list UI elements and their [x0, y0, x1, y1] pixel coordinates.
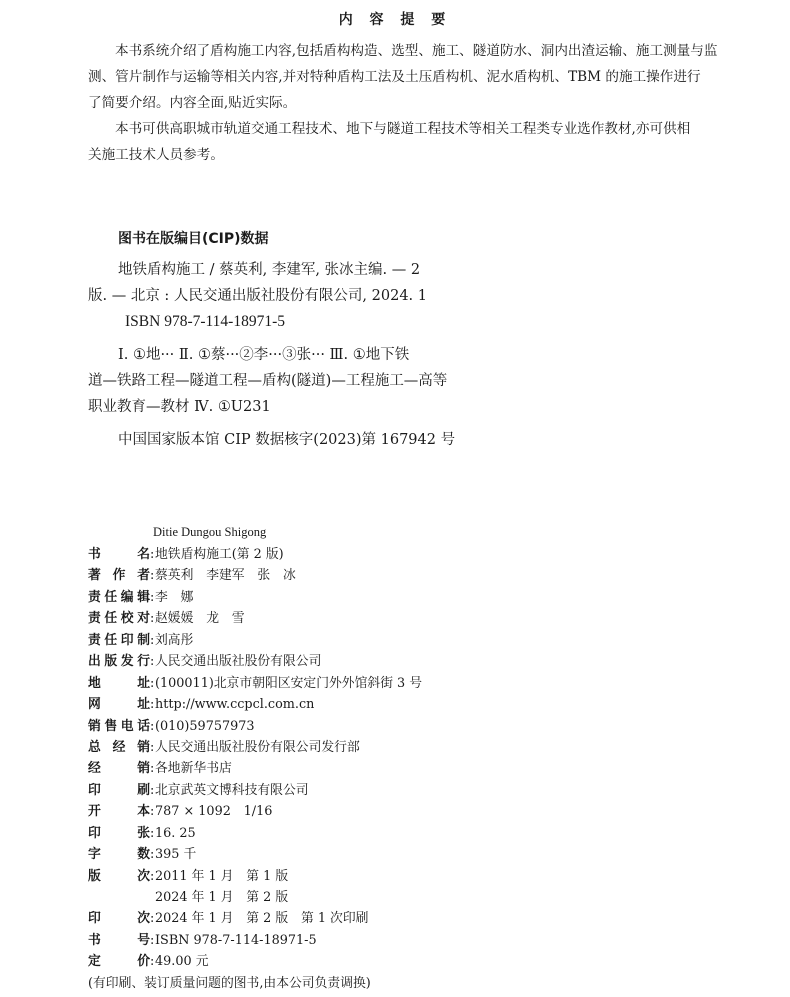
info-colon: : [150, 654, 155, 670]
info-colon: : [150, 611, 155, 627]
info-row [88, 673, 422, 694]
info-colon: : [150, 804, 155, 820]
info-value: 2024 年 1 月 第 2 版 [155, 890, 289, 905]
info-value: 49.00 元 [155, 954, 209, 970]
info-row [88, 823, 422, 844]
info-label [88, 887, 150, 908]
info-label: 总经销 [88, 739, 150, 755]
info-colon: : [150, 825, 155, 841]
info-row [88, 737, 422, 758]
summary-paragraph-1 [88, 38, 717, 116]
info-value: 395 千 [155, 847, 197, 863]
info-colon: : [150, 761, 155, 777]
info-label: 责任编辑 [88, 589, 150, 605]
info-colon: : [150, 675, 155, 691]
info-row [88, 694, 422, 715]
info-label: 责任校对 [88, 611, 150, 627]
cip-line: 道—铁路工程—隧道工程—盾构(隧道)—工程施工—高等 [88, 373, 448, 389]
info-row [88, 908, 422, 929]
cip-line: Ⅰ. ①地··· Ⅱ. ①蔡···②李···③张··· Ⅲ. ①地下铁 [118, 347, 410, 363]
info-label: 经销 [88, 761, 150, 777]
info-row [88, 608, 422, 629]
info-row [88, 801, 422, 822]
info-colon: : [150, 782, 155, 798]
info-label: 定价 [88, 954, 150, 970]
info-value: 地铁盾构施工(第 2 版) [155, 547, 284, 562]
info-label: 开本 [88, 804, 150, 820]
info-row [88, 651, 422, 672]
info-row [88, 630, 422, 651]
info-label: 字数 [88, 847, 150, 863]
info-row [88, 544, 422, 565]
info-colon: : [150, 868, 155, 884]
info-value: 蔡英利 李建军 张 冰 [155, 568, 296, 584]
info-row [88, 866, 422, 887]
info-label: 地址 [88, 675, 150, 691]
info-row [88, 716, 422, 737]
text-line: 了简要介绍。内容全面,贴近实际。 [88, 95, 297, 111]
text-line: 测、管片制作与运输等相关内容,并对特种盾构工法及土压盾构机、泥水盾构机、TBM 的施工操作进行 [88, 69, 701, 85]
cip-line: 版. — 北京 : 人民交通出版社股份有限公司, 2024. 1 [88, 288, 427, 304]
info-value: 2024 年 1 月 第 2 版 第 1 次印刷 [155, 911, 369, 927]
info-row [88, 844, 422, 865]
info-label: 版次 [88, 868, 150, 884]
info-row [88, 887, 422, 908]
info-value: 北京武英文博科技有限公司 [155, 782, 309, 798]
info-colon: : [150, 911, 155, 927]
summary-title: 内 容 提 要 [338, 12, 452, 28]
info-label: 书名 [88, 547, 150, 562]
info-value: 李 娜 [155, 589, 194, 605]
info-value: (010)59757973 [155, 718, 255, 734]
info-row [88, 951, 422, 972]
info-row [88, 565, 422, 586]
info-colon: : [150, 589, 155, 605]
info-colon: : [150, 954, 155, 970]
info-label: 书号 [88, 932, 150, 948]
text-line: 本书可供高职城市轨道交通工程技术、地下与隧道工程技术等相关工程类专业选作教材,亦可供相 [115, 121, 691, 137]
cip-number: 中国国家版本馆 CIP 数据核字(2023)第 167942 号 [118, 432, 456, 448]
info-row [88, 780, 422, 801]
info-row [88, 930, 422, 951]
copyright-info-list [88, 544, 422, 973]
info-value: 人民交通出版社股份有限公司 [155, 654, 322, 670]
info-value: ISBN 978-7-114-18971-5 [155, 932, 317, 948]
cip-isbn: ISBN 978-7-114-18971-5 [125, 313, 286, 330]
info-row [88, 587, 422, 608]
text-line: 本书系统介绍了盾构施工内容,包括盾构构造、选型、施工、隧道防水、洞内出渣运输、施工测量与监 [115, 43, 718, 59]
info-colon: : [150, 718, 155, 734]
info-colon: : [150, 932, 155, 948]
info-value: http://www.ccpcl.com.cn [155, 697, 315, 713]
info-colon: : [150, 568, 155, 584]
info-colon: : [150, 632, 155, 648]
cip-heading: 图书在版编目(CIP)数据 [118, 231, 269, 247]
info-colon: : [150, 697, 155, 713]
cip-line: 地铁盾构施工 / 蔡英利, 李建军, 张冰主编. — 2 [118, 262, 421, 278]
footnote: (有印刷、装订质量问题的图书,由本公司负责调换) [88, 976, 371, 991]
info-label: 责任印制 [88, 632, 150, 648]
info-value: (100011)北京市朝阳区安定门外外馆斜街 3 号 [155, 675, 423, 691]
info-label: 印刷 [88, 782, 150, 798]
info-value: 16. 25 [155, 825, 196, 841]
text-line: 关施工技术人员参考。 [88, 147, 224, 163]
info-value: 人民交通出版社股份有限公司发行部 [155, 739, 360, 755]
info-value: 各地新华书店 [155, 761, 232, 777]
info-colon: : [150, 547, 155, 562]
info-label: 印次 [88, 911, 150, 927]
info-colon: : [150, 739, 155, 755]
info-label: 销售电话 [88, 718, 150, 734]
info-colon: : [150, 847, 155, 863]
summary-paragraph-2 [88, 116, 690, 168]
info-value: 刘高彤 [155, 632, 194, 648]
info-value: 2011 年 1 月 第 1 版 [155, 868, 289, 884]
info-label: 印张 [88, 825, 150, 841]
info-label: 出版发行 [88, 654, 150, 670]
info-label: 网址 [88, 697, 150, 713]
cip-line: 职业教育—教材 Ⅳ. ①U231 [88, 399, 271, 415]
info-label: 著作者 [88, 568, 150, 584]
pinyin-title: Ditie Dungou Shigong [153, 525, 267, 539]
info-value: 787 × 1092 1/16 [155, 804, 273, 820]
info-value: 赵媛媛 龙 雪 [155, 611, 245, 627]
info-row [88, 758, 422, 779]
